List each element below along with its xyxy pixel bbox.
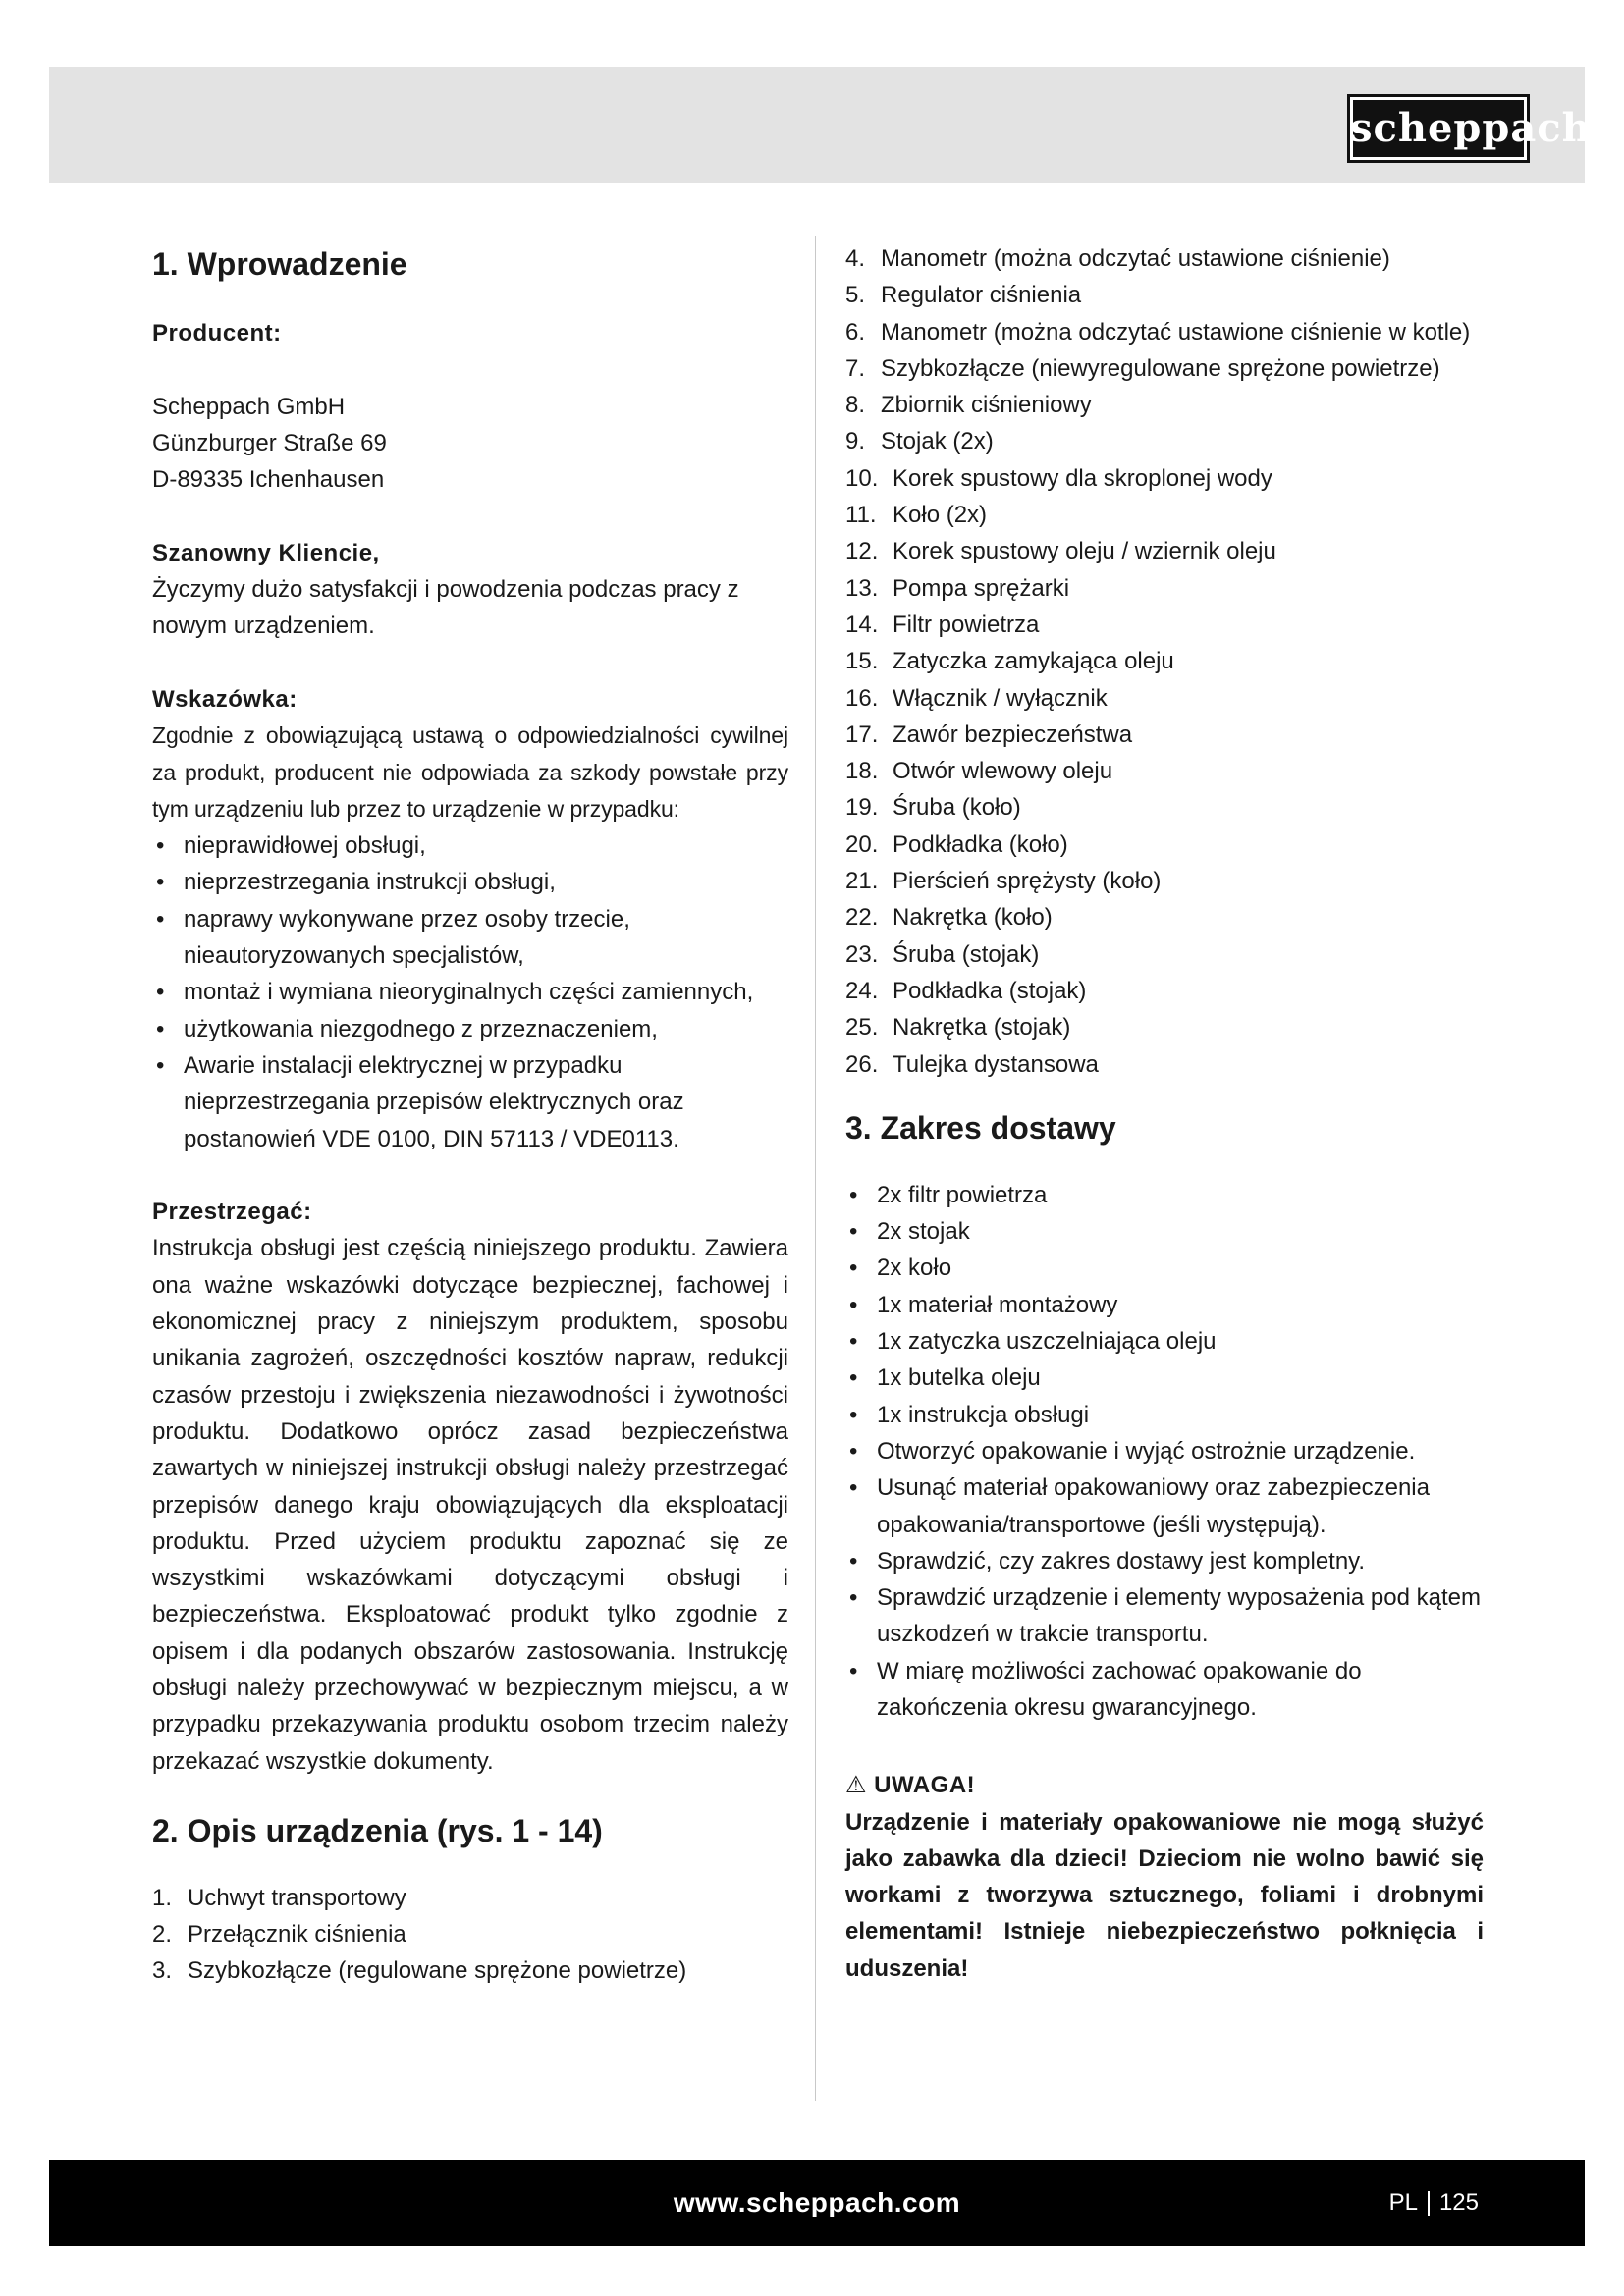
part-text: Zatyczka zamykająca oleju bbox=[893, 648, 1174, 675]
list-item: • użytkowania niezgodnego z przeznaczeniem, bbox=[152, 1011, 788, 1047]
part-number: 16. bbox=[845, 684, 879, 712]
part-number: 14. bbox=[845, 611, 879, 638]
part-number: 18. bbox=[845, 758, 879, 785]
parts-list-left bbox=[152, 1880, 788, 1990]
list-item bbox=[845, 827, 1484, 863]
part-text: Zawór bezpieczeństwa bbox=[893, 721, 1133, 748]
part-number: 3. bbox=[152, 1957, 173, 1985]
address-line: Scheppach GmbH bbox=[152, 393, 346, 420]
list-item bbox=[152, 1916, 788, 1952]
part-text: Manometr (można odczytać ustawione ciśnienie) bbox=[881, 245, 1390, 272]
part-number: 24. bbox=[845, 977, 879, 1004]
part-text: Korek spustowy dla skroplonej wody bbox=[893, 464, 1272, 492]
dear-customer-label: Szanowny Kliencie, bbox=[152, 539, 380, 566]
list-item bbox=[152, 1880, 788, 1916]
part-text: Pierścień sprężysty (koło) bbox=[893, 868, 1162, 895]
part-text: Otwór wlewowy oleju bbox=[893, 758, 1113, 785]
part-text: Śruba (koło) bbox=[893, 794, 1021, 822]
part-text: Nakrętka (stojak) bbox=[893, 1014, 1071, 1041]
list-item: • Sprawdzić, czy zakres dostawy jest kompletny. bbox=[845, 1543, 1484, 1579]
part-number: 6. bbox=[845, 318, 866, 346]
list-item bbox=[845, 240, 1484, 277]
part-text: Stojak (2x) bbox=[881, 428, 994, 455]
part-number: 1. bbox=[152, 1884, 173, 1911]
list-item bbox=[152, 1952, 788, 1989]
part-text: Tulejka dystansowa bbox=[893, 1050, 1099, 1078]
part-number: 10. bbox=[845, 464, 879, 492]
part-number: 25. bbox=[845, 1014, 879, 1041]
part-number: 11. bbox=[845, 502, 877, 529]
list-item bbox=[845, 570, 1484, 607]
part-number: 19. bbox=[845, 794, 879, 822]
list-item: • 1x materiał montażowy bbox=[845, 1287, 1484, 1323]
part-text: Koło (2x) bbox=[893, 502, 988, 529]
part-number: 21. bbox=[845, 868, 879, 895]
part-text: Manometr (można odczytać ustawione ciśnienie w kotle) bbox=[881, 318, 1471, 346]
list-item: • naprawy wykonywane przez osoby trzecie, nieautoryzowanych specjalistów, bbox=[152, 901, 788, 975]
list-item bbox=[845, 863, 1484, 899]
list-item: • 1x instrukcja obsługi bbox=[845, 1397, 1484, 1433]
part-number: 7. bbox=[845, 354, 866, 382]
header-band bbox=[49, 67, 1592, 183]
separator-bar bbox=[1428, 2191, 1430, 2216]
list-item: • nieprawidłowej obsługi, bbox=[152, 828, 788, 864]
list-item bbox=[845, 973, 1484, 1009]
list-item bbox=[845, 607, 1484, 643]
part-number: 15. bbox=[845, 648, 879, 675]
part-text: Włącznik / wyłącznik bbox=[893, 684, 1108, 712]
list-item bbox=[845, 423, 1484, 459]
list-item bbox=[845, 680, 1484, 717]
part-number: 8. bbox=[845, 392, 866, 419]
list-item bbox=[845, 643, 1484, 679]
list-item: • 1x zatyczka uszczelniająca oleju bbox=[845, 1323, 1484, 1360]
list-item: • 2x filtr powietrza bbox=[845, 1177, 1484, 1213]
part-text: Uchwyt transportowy bbox=[188, 1884, 406, 1911]
list-item bbox=[845, 387, 1484, 423]
part-number: 20. bbox=[845, 830, 879, 858]
list-item bbox=[845, 350, 1484, 387]
list-item: • 1x butelka oleju bbox=[845, 1360, 1484, 1396]
scheppach-logo: scheppach bbox=[1347, 94, 1530, 163]
list-item bbox=[845, 789, 1484, 826]
hint-text: Zgodnie z obowiązującą ustawą o odpowiedzialności cywilnej za produkt, producent nie odpowiada za szkody powstałe przy tym urządzeniu lub przez to urządzenie w przypadku: bbox=[152, 722, 788, 822]
list-item: • Sprawdzić urządzenie i elementy wyposażenia pod kątem uszkodzeń w trakcie transportu. bbox=[845, 1579, 1484, 1653]
part-number: 22. bbox=[845, 904, 879, 932]
language-code: PL bbox=[1388, 2189, 1418, 2216]
part-number: 2. bbox=[152, 1921, 173, 1949]
producer-label: Producent: bbox=[152, 320, 282, 347]
part-text: Podkładka (stojak) bbox=[893, 977, 1087, 1004]
part-text: Nakrętka (koło) bbox=[893, 904, 1053, 932]
list-item: • montaż i wymiana nieoryginalnych części zamiennych, bbox=[152, 974, 788, 1010]
part-number: 23. bbox=[845, 940, 879, 968]
dear-customer-text: Życzymy dużo satysfakcji i powodzenia podczas pracy z nowym urządzeniem. bbox=[152, 576, 739, 640]
list-item bbox=[845, 936, 1484, 973]
list-item bbox=[845, 497, 1484, 533]
part-number: 26. bbox=[845, 1050, 879, 1078]
part-number: 17. bbox=[845, 721, 879, 748]
parts-list-right bbox=[845, 240, 1484, 1083]
footer-page-info bbox=[1389, 2160, 1479, 2246]
observe-label: Przestrzegać: bbox=[152, 1199, 312, 1226]
address-line: D-89335 Ichenhausen bbox=[152, 466, 385, 494]
producer-address bbox=[152, 389, 788, 499]
part-text: Szybkozłącze (niewyregulowane sprężone powietrze) bbox=[881, 354, 1440, 382]
section-3-title: 3. Zakres dostawy bbox=[845, 1109, 1116, 1146]
part-number: 13. bbox=[845, 574, 879, 602]
part-number: 5. bbox=[845, 282, 866, 309]
list-item: • Awarie instalacji elektrycznej w przypadku nieprzestrzegania przepisów elektrycznych oraz postanowień VDE 0100, DIN 57113 / VDE0113. bbox=[152, 1047, 788, 1157]
part-text: Filtr powietrza bbox=[893, 611, 1040, 638]
part-text: Korek spustowy oleju / wziernik oleju bbox=[893, 538, 1276, 565]
section-2-title: 2. Opis urządzenia (rys. 1 - 14) bbox=[152, 1812, 603, 1848]
warning-text: Urządzenie i materiały opakowaniowe nie mogą służyć jako zabawka dla dzieci! Dzieciom nie wolno bawić się workami z tworzywa sztucznego, foliami i drobnymi elementami! Istnieje niebezpieczeństwo połknięcia i uduszenia! bbox=[845, 1808, 1484, 1982]
list-item: • Otworzyć opakowanie i wyjąć ostrożnie urządzenie. bbox=[845, 1433, 1484, 1469]
footer-band bbox=[49, 2160, 1585, 2246]
list-item bbox=[845, 277, 1484, 313]
list-item bbox=[845, 533, 1484, 569]
column-divider bbox=[815, 236, 816, 2101]
list-item bbox=[845, 314, 1484, 350]
part-number: 9. bbox=[845, 428, 866, 455]
part-text: Przełącznik ciśnienia bbox=[188, 1921, 406, 1949]
hint-label: Wskazówka: bbox=[152, 685, 298, 713]
part-number: 12. bbox=[845, 538, 879, 565]
right-column bbox=[845, 240, 1484, 1987]
list-item: • 2x stojak bbox=[845, 1213, 1484, 1250]
part-text: Szybkozłącze (regulowane sprężone powietrze) bbox=[188, 1957, 687, 1985]
observe-text: Instrukcja obsługi jest częścią niniejszego produktu. Zawiera ona ważne wskazówki dotyczące bezpiecznej, fachowej i ekonomicznej pracy z niniejszym produktem, sposobu unikania zagrożeń, oszczędności kosztów napraw, redukcji czasów przestoju i zwiększenia niezawodności i żywotności produktu. Dodatkowo oprócz zasad bezpieczeństwa zawartych w niniejszej instrukcji obsługi należy przestrzegać przepisów danego kraju obowiązujących dla eksploatacji produktu. Przed użyciem produktu zapoznać się ze wszystkimi wskazówkami dotyczącymi obsługi i bezpieczeństwa. Eksploatować produkt tylko zgodnie z opisem i dla podanych obszarów zastosowania. Instrukcję obsługi należy przechowywać w bezpiecznym miejscu, a w przypadku przekazywania produktu osobom trzecim należy przekazać wszystkie dokumenty. bbox=[152, 1235, 788, 1775]
left-column bbox=[152, 240, 788, 1990]
part-text: Śruba (stojak) bbox=[893, 940, 1040, 968]
list-item: • nieprzestrzegania instrukcji obsługi, bbox=[152, 864, 788, 900]
part-text: Zbiornik ciśnieniowy bbox=[881, 392, 1092, 419]
part-text: Pompa sprężarki bbox=[893, 574, 1070, 602]
list-item bbox=[845, 460, 1484, 497]
part-text: Podkładka (koło) bbox=[893, 830, 1068, 858]
section-1-title: 1. Wprowadzenie bbox=[152, 246, 407, 282]
hint-list bbox=[152, 828, 788, 1157]
list-item: • W miarę możliwości zachować opakowanie do zakończenia okresu gwarancyjnego. bbox=[845, 1653, 1484, 1727]
delivery-list bbox=[845, 1177, 1484, 1726]
address-line: Günzburger Straße 69 bbox=[152, 429, 387, 456]
footer-website-link[interactable]: www.scheppach.com bbox=[673, 2187, 961, 2217]
page-number: 125 bbox=[1438, 2189, 1479, 2216]
list-item: • Usunąć materiał opakowaniowy oraz zabezpieczenia opakowania/transportowe (jeśli występują). bbox=[845, 1469, 1484, 1543]
part-text: Regulator ciśnienia bbox=[881, 282, 1082, 309]
part-number: 4. bbox=[845, 245, 866, 272]
list-item bbox=[845, 717, 1484, 753]
warning-title: ⚠ UWAGA! bbox=[845, 1772, 976, 1799]
list-item bbox=[845, 1046, 1484, 1083]
list-item bbox=[845, 1009, 1484, 1045]
list-item: • 2x koło bbox=[845, 1250, 1484, 1286]
list-item bbox=[845, 753, 1484, 789]
list-item bbox=[845, 899, 1484, 935]
